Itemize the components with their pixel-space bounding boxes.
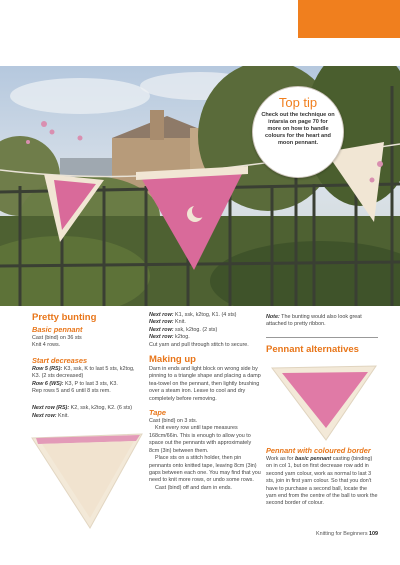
heading-making-up: Making up <box>149 354 196 366</box>
next-row-rs-instruction <box>32 405 144 412</box>
pink-pennant-photo <box>270 364 378 442</box>
next-row-ssk-label: Next row: <box>149 326 174 333</box>
next-row-k2tog-text: k2tog. <box>173 334 190 341</box>
note-label: Note: <box>266 314 280 320</box>
tape-cast-on: Cast (bind) on 3 sts. <box>149 418 198 425</box>
tape-cast-off: Cast (bind) off and darn in ends. <box>155 484 232 491</box>
pennant-alternatives-header <box>266 344 378 356</box>
page-footer <box>316 531 378 537</box>
next-row-k1-label: Next row: <box>149 312 174 318</box>
row-6-label: Row 6 (WS): <box>32 380 64 387</box>
tape-knit-rows: Knit every row until tape measures 168cm/66in. This is enough to allow you to space out the pennants with approximately 8cm (3in) between them. <box>149 425 252 454</box>
note-body: The bunting would also look great attached to pretty ribbon. <box>266 314 362 328</box>
pennant-border-section <box>266 446 378 508</box>
next-row-k2tog-instruction <box>149 334 261 341</box>
top-tip-callout <box>252 86 344 178</box>
border-text-bold: basic pennant <box>294 456 332 462</box>
pennant-border-text <box>266 456 378 508</box>
row-5-text: K3, ssk, K to last 5 sts, k2tog, K3. (2 sts decreased) <box>32 365 135 380</box>
heading-basic-pennant: Basic pennant <box>32 325 83 334</box>
row-6-instruction <box>32 381 144 388</box>
next-row-ssk-text: ssk, k2tog. (2 sts) <box>173 326 218 333</box>
heading-tape: Tape <box>149 408 166 418</box>
tape-pin-pennants: Place sts on a stitch holder, then pin pennants onto knitted tape, leaving 8cm (3in) gaps between each one. You may find that you need to knit more rows, or undo some rows. <box>149 455 261 484</box>
cut-yarn-instruction: Cut yarn and pull through stitch to secure. <box>149 341 249 348</box>
next-row-k1-text: K1, ssk, k2tog, K1. (4 sts) <box>173 312 237 318</box>
border-text-pre: Work as for <box>266 456 295 462</box>
next-row-knit2-label: Next row: <box>149 319 174 326</box>
making-up-text: Darn in ends and light block on wrong side by pinning to a triangle shape and placing a damp tea-towel on the pennant, then lightly brushing over a steam iron. Leave to cool and dry completely before removing. <box>149 366 261 402</box>
heading-start-decreases: Start decreases <box>32 355 88 365</box>
footer-book-title: Knitting for Beginners <box>316 531 368 537</box>
heading-pennant-coloured-border: Pennant with coloured border <box>266 446 371 455</box>
next-row-knit2-text: Knit. <box>173 319 186 326</box>
knit-rows-line: Knit 4 rows. <box>32 342 61 349</box>
next-row-knit2-instruction <box>149 319 261 326</box>
divider-rule <box>266 337 378 338</box>
column-3 <box>266 314 378 329</box>
border-text-post: casting (binding) on in col 1, but on first decrease row add in second yarn colour, work as normal to last 3 sts, join in first yarn colour. So that you don't have to purchase a second ball, locate the yarn end from the centre of the ball to work the second border of colour. <box>266 456 378 507</box>
row-5-label: Row 5 (RS): <box>32 365 63 372</box>
note-text <box>266 314 378 329</box>
next-row-rs-label: Next row (RS): <box>32 405 70 412</box>
next-row-rs-text: K2, ssk, k2tog, K2. (6 sts) <box>69 405 133 412</box>
page-number: 109 <box>369 531 379 537</box>
row-6-text: K3, P to last 3 sts, K3. <box>63 380 118 387</box>
next-row-k1-instruction <box>149 312 261 319</box>
column-1 <box>32 312 144 420</box>
heading-pennant-alternatives: Pennant alternatives <box>266 344 359 355</box>
top-tip-title: Top tip <box>278 95 318 110</box>
corner-color-tab <box>298 0 400 38</box>
next-row-knit-text: Knit. <box>56 412 69 419</box>
section-title-pretty-bunting: Pretty bunting <box>32 312 97 323</box>
next-row-k2tog-label: Next row: <box>149 334 174 341</box>
cast-on-line: Cast (bind) on 36 sts <box>32 335 82 341</box>
next-row-ssk-instruction <box>149 327 261 334</box>
row-5-instruction <box>32 366 144 381</box>
repeat-instruction: Rep rows 5 and 6 until 8 sts rem. <box>32 388 111 395</box>
next-row-knit-instruction <box>32 413 144 420</box>
column-2 <box>149 312 261 492</box>
next-row-knit-label: Next row: <box>32 412 57 419</box>
bordered-pennant-photo <box>28 432 146 532</box>
top-tip-body: Check out the technique on intarsia on page 70 for more on how to handle colours for the heart and moon pennant. <box>261 112 335 146</box>
